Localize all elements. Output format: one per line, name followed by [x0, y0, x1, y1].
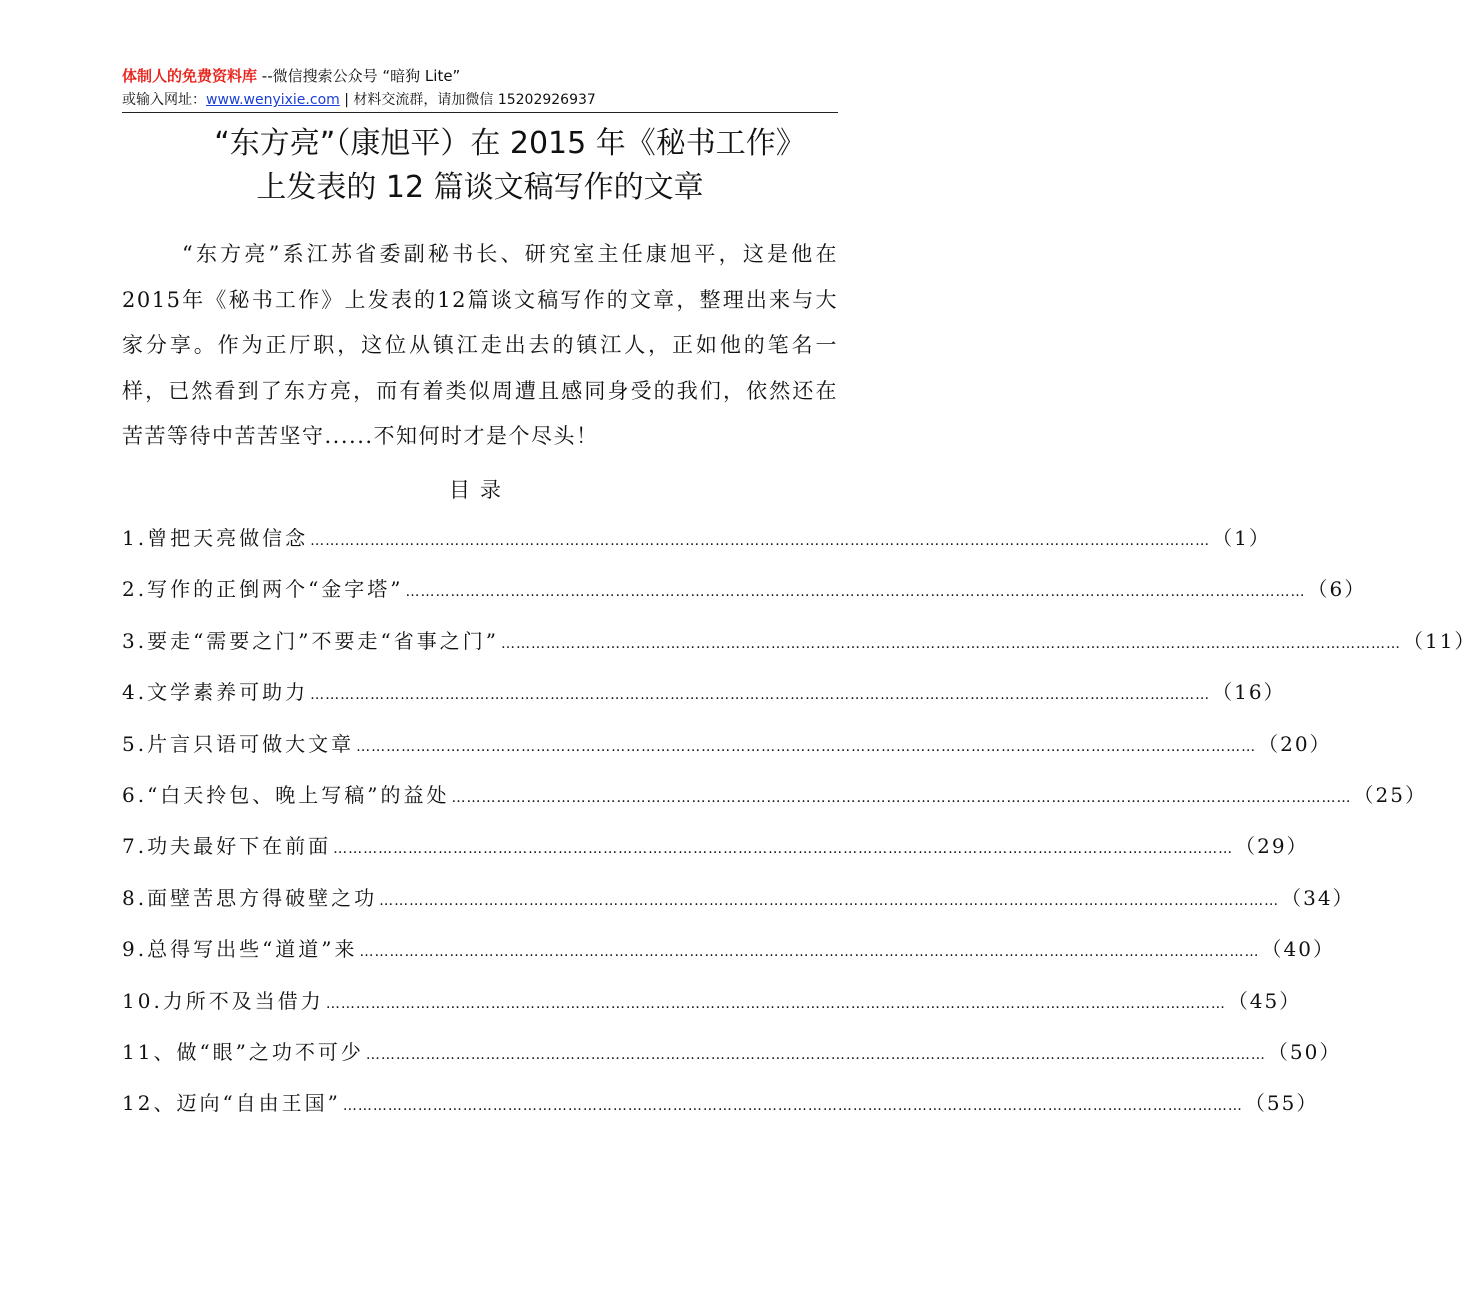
toc-entry[interactable] [122, 676, 1286, 727]
toc-entry-page: （25） [1353, 782, 1427, 807]
header-wechat-note: --微信搜索公众号 “暗狗 Lite” [257, 67, 461, 85]
toc-entry-title: 12、迈向“自由王国” [122, 1091, 341, 1116]
toc-entry-page: （20） [1258, 731, 1332, 756]
toc-entry[interactable] [122, 1087, 1319, 1138]
toc-leader-dots: ……………………………………………………………………………………………………………………………………………………………… [310, 687, 1211, 704]
toc-entry-page: （11） [1402, 628, 1476, 653]
toc-entry-title: 1.曾把天亮做信念 [122, 526, 309, 550]
toc-entry-title: 3.要走“需要之门”不要走“省事之门” [122, 628, 499, 653]
header-line-1 [122, 66, 460, 86]
toc-leader-dots: ……………………………………………………………………………………………………………………………………………………………… [310, 533, 1211, 549]
toc-leader-dots: ……………………………………………………………………………………………………………………………………………………………… [365, 1046, 1266, 1063]
toc-entry[interactable] [122, 573, 1367, 624]
toc-entry[interactable] [122, 779, 1427, 830]
toc-leader-dots: ……………………………………………………………………………………………………………………………………………………………… [405, 584, 1306, 601]
toc-entry[interactable] [122, 830, 1309, 881]
toc-leader-dots: ……………………………………………………………………………………………………………………………………………………………… [359, 944, 1260, 961]
toc-entry-page: （16） [1212, 680, 1286, 705]
toc-entry-title: 10.力所不及当借力 [122, 988, 324, 1013]
toc-entry[interactable] [122, 882, 1355, 933]
toc-entry-page: （1） [1212, 526, 1271, 550]
header-url-link[interactable]: www.wenyixie.com [206, 92, 340, 108]
toc-entry-title: 7.功夫最好下在前面 [122, 834, 332, 859]
toc-leader-dots: ……………………………………………………………………………………………………………………………………………………………… [379, 892, 1280, 909]
toc-entry-title: 11、做“眼”之功不可少 [122, 1039, 364, 1064]
header-line-2 [122, 90, 596, 110]
toc-leader-dots: ……………………………………………………………………………………………………………………………………………………………… [325, 995, 1226, 1012]
toc-entry-title: 5.片言只语可做大文章 [122, 731, 355, 756]
toc-leader-dots: ……………………………………………………………………………………………………………………………………………………………… [451, 789, 1352, 806]
document-title-line-2: 上发表的 12 篇谈文稿写作的文章 [256, 170, 704, 205]
toc-entry[interactable] [122, 728, 1332, 779]
toc-entry[interactable] [122, 1036, 1342, 1087]
toc-entry[interactable] [122, 985, 1302, 1036]
toc-entry[interactable] [122, 522, 1271, 573]
toc-entry-page: （6） [1307, 577, 1367, 602]
toc-entry-page: （45） [1227, 988, 1302, 1013]
toc-entry-title: 8.面壁苦思方得破壁之功 [122, 885, 378, 910]
toc-entry-page: （55） [1244, 1091, 1319, 1116]
header-divider [122, 112, 838, 113]
toc-leader-dots: ……………………………………………………………………………………………………………………………………………………………… [333, 841, 1234, 858]
document-title-line-1: “东方亮”（康旭平）在 2015 年《秘书工作》 [214, 126, 806, 161]
toc-leader-dots: ……………………………………………………………………………………………………………………………………………………………… [342, 1098, 1243, 1115]
toc-entry-page: （29） [1235, 834, 1309, 859]
toc-entry-title: 6.“白天拎包、晚上写稿”的益处 [122, 782, 450, 807]
toc-leader-dots: ……………………………………………………………………………………………………………………………………………………………… [356, 738, 1257, 755]
toc-entry[interactable] [122, 933, 1335, 984]
toc-heading: 目录 [449, 478, 511, 502]
toc-entry-page: （34） [1281, 885, 1355, 910]
header-brand: 体制人的免费资料库 [122, 67, 258, 85]
toc-entry[interactable] [122, 625, 1476, 676]
toc-entry-title: 4.文学素养可助力 [122, 680, 309, 705]
toc-entry-page: （40） [1261, 937, 1335, 962]
intro-paragraph: “东方亮”系江苏省委副秘书长、研究室主任康旭平，这是他在2015年《秘书工作》上发表的12篇谈文稿写作的文章，整理出来与大家分享。作为正厅职，这位从镇江走出去的镇江人，正如他的笔名一样，已然看到了东方亮，而有着类似周遭且感同身受的我们，依然还在苦苦等待中苦苦坚守......不知何时才是个尽头！ [122, 242, 838, 448]
toc-entry-title: 9.总得写出些“道道”来 [122, 937, 358, 962]
table-of-contents [122, 522, 1476, 1139]
toc-leader-dots: ……………………………………………………………………………………………………………………………………………………………… [500, 635, 1401, 652]
toc-entry-title: 2.写作的正倒两个“金字塔” [122, 577, 404, 602]
header-url-prefix: 或输入网址： [122, 92, 206, 108]
toc-entry-page: （50） [1267, 1039, 1342, 1064]
header-contact: | 材料交流群，请加微信 15202926937 [339, 92, 596, 108]
